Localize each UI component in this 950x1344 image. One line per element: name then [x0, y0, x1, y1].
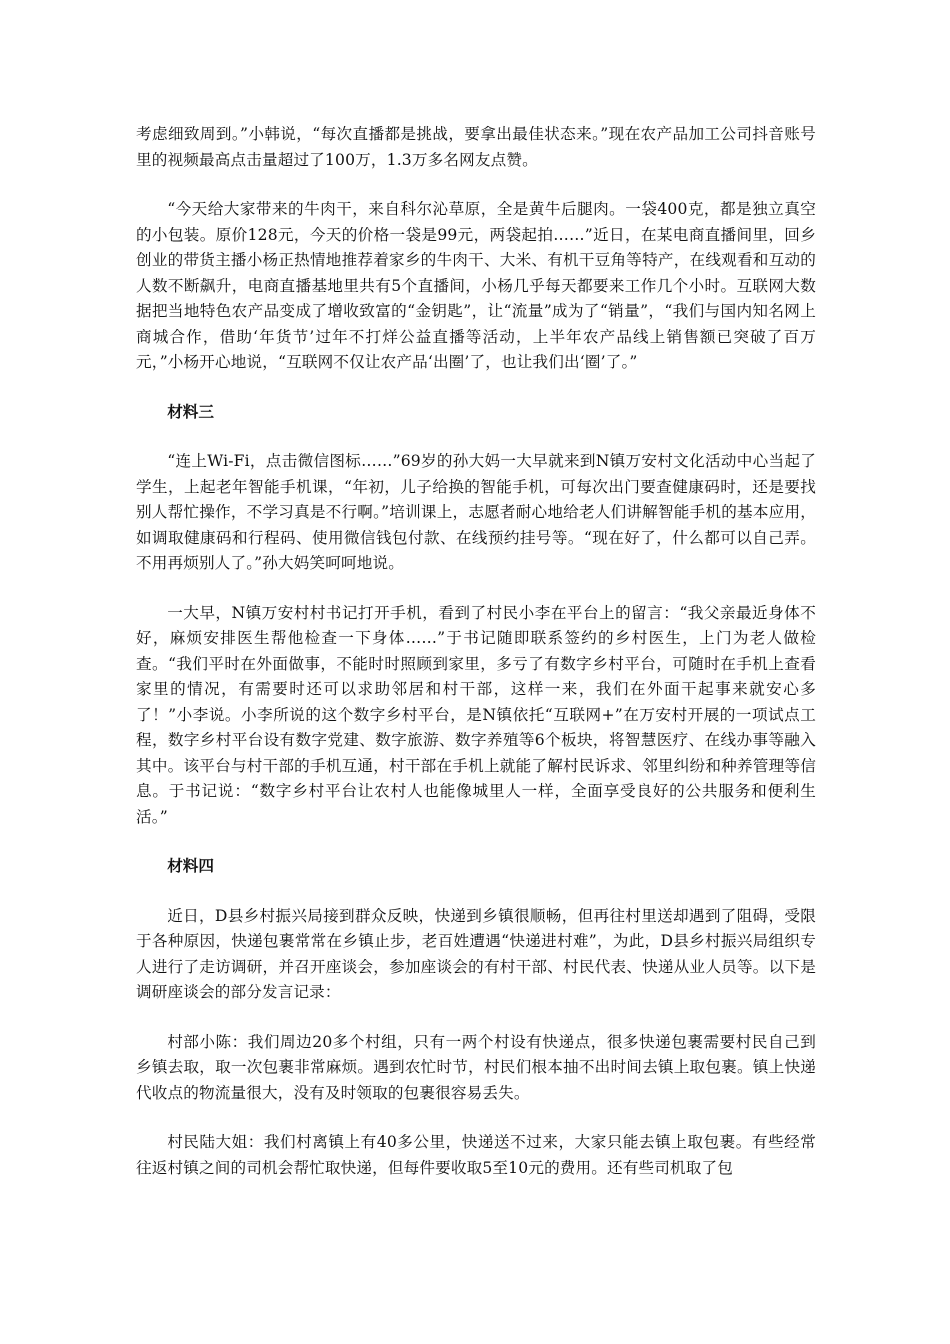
- document-page: [136, 122, 816, 1181]
- paragraph-continued: 考虑细致周到。”小韩说，“每次直播都是挑战，要拿出最佳状态来。”现在农产品加工公司抖音账号里的视频最高点击量超过了100万，1.3万多名网友点赞。: [136, 125, 816, 169]
- section-heading-material-4: 材料四: [167, 857, 214, 875]
- section-heading-material-3: 材料三: [167, 402, 214, 421]
- paragraph-speaker-xiaochen: 村部小陈：我们周边20多个村组，只有一两个村设有快递点，很多快递包裹需要村民自己到乡镇去取，取一次包裹非常麻烦。遇到农忙时节，村民们根本抽不出时间去镇上取包裹。镇上快递代收点的物流量很大，没有及时领取的包裹很容易丢失。: [136, 1032, 816, 1102]
- paragraph-smartphone-class: “连上Wi-Fi，点击微信图标……”69岁的孙大妈一大早就来到N镇万安村文化活动中心当起了学生，上起老年智能手机课，“年初，儿子给换的智能手机，可每次出门要查健康码时，还是要找别人帮忙操作，不学习真是不行啊。”培训课上，志愿者耐心地给老人们讲解智能手机的基本应用，如调取健康码和行程码、使用微信钱包付款、在线预约挂号等。“现在好了，什么都可以自己弄。不用再烦别人了。”孙大妈笑呵呵地说。: [136, 452, 816, 572]
- paragraph-digital-village: 一大早，N镇万安村村书记打开手机，看到了村民小李在平台上的留言：“我父亲最近身体不好，麻烦安排医生帮他检查一下身体……”于书记随即联系签约的乡村医生，上门为老人做检查。“我们平时在外面做事，不能时时照顾到家里，多亏了有数字乡村平台，可随时在手机上查看家里的情况，有需要时还可以求助邻居和村干部，这样一来，我们在外面干起事来就安心多了！”小李说。小李所说的这个数字乡村平台，是N镇依托“互联网+”在万安村开展的一项试点工程，数字乡村平台设有数字党建、数字旅游、数字养殖等6个板块，将智慧医疗、在线办事等融入其中。该平台与村干部的手机互通，村干部在手机上就能了解村民诉求、邻里纠纷和种养管理等信息。于书记说：“数字乡村平台让农村人也能像城里人一样，全面享受良好的公共服务和便利生活。”: [136, 603, 816, 826]
- paragraph-speaker-lu: 村民陆大姐：我们村离镇上有40多公里，快递送不过来，大家只能去镇上取包裹。有些经常往返村镇之间的司机会帮忙取快递，但每件要收取5至10元的费用。还有些司机取了包: [136, 1133, 816, 1177]
- paragraph-express-delivery: 近日，D县乡村振兴局接到群众反映，快递到乡镇很顺畅，但再往村里送却遇到了阻碍，受限于各种原因，快递包裹常常在乡镇止步，老百姓遭遇“快递进村难”，为此，D县乡村振兴局组织专人进行了走访调研，并召开座谈会，参加座谈会的有村干部、村民代表、快递从业人员等。以下是调研座谈会的部分发言记录：: [136, 906, 816, 1001]
- paragraph-livestream: “今天给大家带来的牛肉干，来自科尔沁草原，全是黄牛后腿肉。一袋400克，都是独立真空的小包装。原价128元，今天的价格一袋是99元，两袋起拍……”近日，在某电商直播间里，回乡创业的带货主播小杨正热情地推荐着家乡的牛肉干、大米、有机干豆角等特产，在线观看和互动的人数不断飙升，电商直播基地里共有5个直播间，小杨几乎每天都要来工作几个小时。互联网大数据把当地特色农产品变成了增收致富的“金钥匙”，让“流量”成为了“销量”，“我们与国内知名网上商城合作，借助‘年货节’过年不打烊公益直播等活动，上半年农产品线上销售额已突破了百万元，”小杨开心地说，“互联网不仅让农产品‘出圈’了，也让我们出‘圈’了。”: [136, 200, 816, 371]
